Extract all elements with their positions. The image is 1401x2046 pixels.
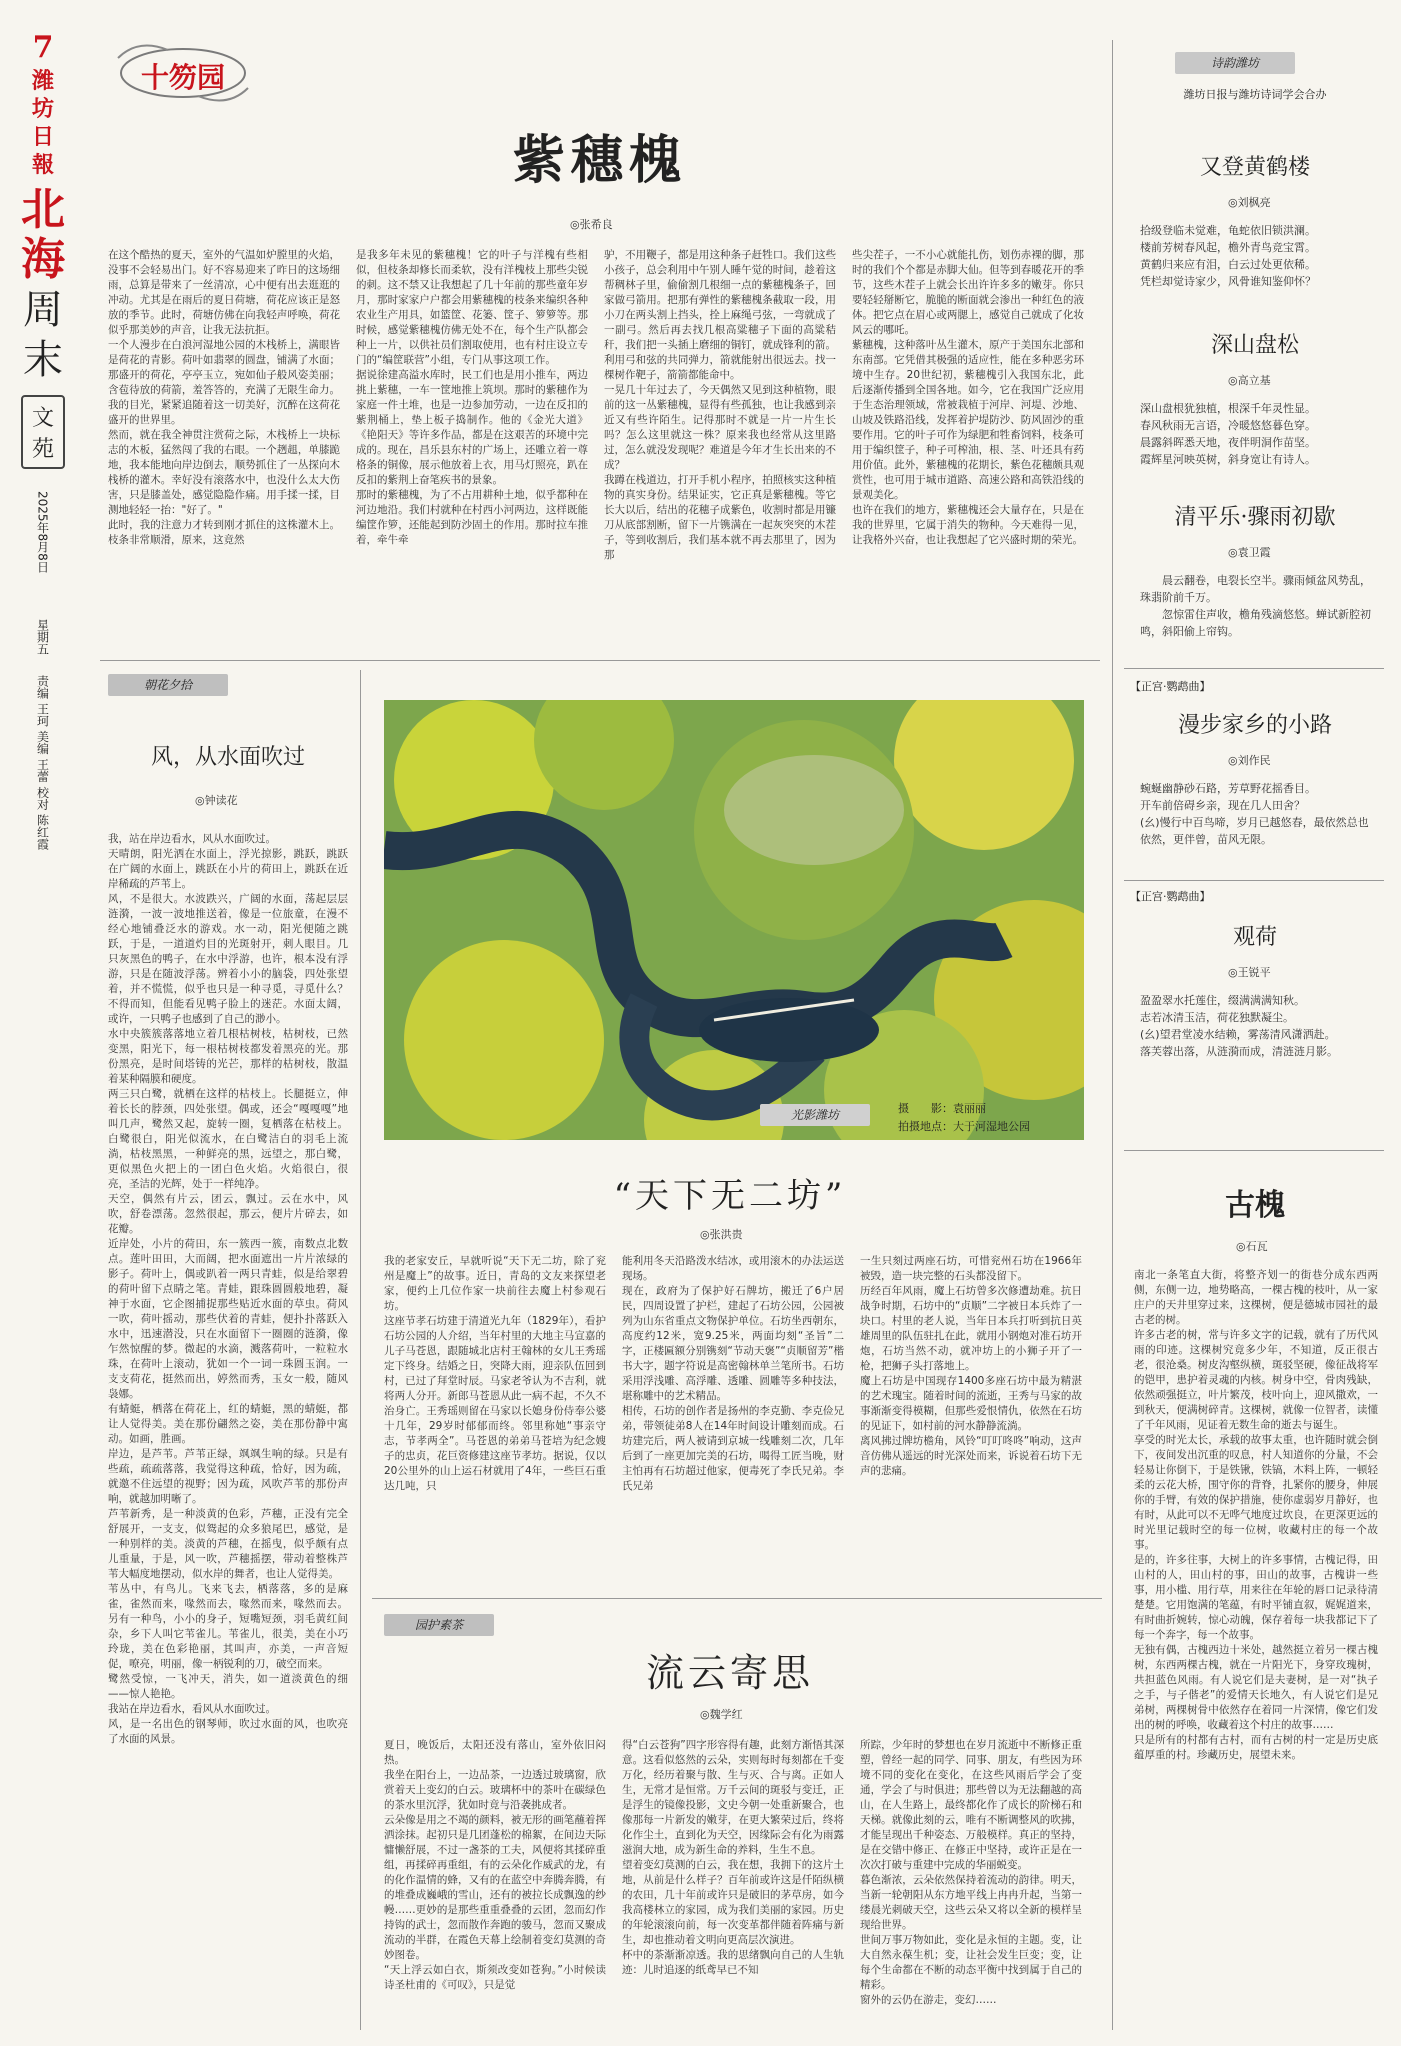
logo-text: 十笏园 [140,61,225,94]
article-column: 能利用冬天沿路泼水结冰，或用滚木的办法运送现场。 现在，政府为了保护好石牌坊，搬迁了6户居民，四周设置了护栏，建起了石坊公园，公园被列为山东省重点文物保护单位。石坊坐西朝东，高度约12米，宽9.25米，两面均刻“圣旨”二字，正楼匾额分别镌刻“节动天褒”“贞顺留芳”楷书大字，题字符说是高密翰林单兰笔所书。石坊采用浮浅雕、高浮雕、透雕、圆雕等多种技法，堪称雕中的艺术精品。 相传，石坊的创作者是扬州的李克勤、李克俭兄弟，带领徒弟8人在14年时间设计雕刻而成。石坊建完后，两人被请到京城一线雕刻二次，几年后到了一座更加完美的石坊，喝得工匠当晚，财主怕再有石坊超过他家，便毒死了李氏兄弟。李氏兄弟 [622,1255,844,1492]
section-divider [1124,880,1384,881]
poem-title: 又登黄鹤楼 [1199,155,1310,180]
article-column: 一生只刻过两座石坊，可惜兖州石坊在1966年被毁，造一块完整的石头都没留下。 历经百年风雨，魔上石坊曾多次修遭劫难。抗日战争时期，石坊中的“贞顺”二字被日本兵炸了一块口。村里的老人说，当年日本兵打听到抗日英雄周里的队伍驻扎在此，就用小钢炮对准石坊开炮，石坊当然不动，就冲坊上的小狮子开了一枪，把狮子头打落地上。 魔上石坊是中国现存1400多座石坊中最为精湛的艺术瑰宝。随着时间的流逝，王秀与马家的故事渐渐变得模糊，但那些爱恨情仇，依然在石坊的见证下，如村前的河水静静流淌。 离风拂过牌坊檐角，风铃“叮叮咚咚”响动，这声音仿佛从遥远的时光深处而来，诉说着石坊下无声的悲痛。 [860,1255,1082,1477]
editor-credits: 责编 王珂 美编 王蕾 校对 陈红霞 [35,675,50,851]
column-subtitle: 潍坊日报与潍坊诗词学会合办 [1183,88,1327,101]
article-column: 得“白云苍狗”四字形容得有趣，此刻方渐悟其深意。这看似悠然的云朵，实则每时每刻都在千变万化，经历着聚与散、生与灭、合与离。正如人生，无常才是恒常。万千云间的斑驳与变迁，正是浮生的镜像投影，文史今朝一处重新聚合，也像那每一片新发的嫩芽，在更大繁荣过后，终将化作尘土，直到化为天空，因缘际会有化为雨露滋润大地，成为新生命的养料，生生不息。 望着变幻莫测的白云，我在想，我拥下的这片土地，从前是什么样子？百年前或许这是仟陌纵横的农田，几十年前或许只是破旧的茅草房，如今我高楼林立的家园，成为我们美丽的家园。历史的年轮滚滚向前，每一次变革都伴随着阵痛与新生，却也推动着文明向更高层次演进。 杯中的茶渐渐凉透。我的思绪飘向自己的人生轨迹：儿时追逐的纸鸢早已不知 [622,1739,844,1976]
article-column: 在这个酷热的夏天，室外的气温如炉膛里的火焰，没事不会轻易出门。好不容易迎来了昨日的这场细雨，总算是带来了一丝清凉，心中便有出去逛逛的冲动。尤其是在雨后的夏日荷塘，荷花应该正是怒放的季节。此时，荷塘仿佛在向我轻声呼唤，荷花似乎那美妙的声音，让我无法抗拒。 一个人漫步在白浪河湿地公园的木栈桥上，满眼皆是荷花的青影。荷叶如翡翠的圆盘，铺满了水面；那盛开的荷花，亭亭玉立，宛如仙子般风姿美丽；含苞待放的荷箭，羞答答的，充满了无限生命力。我的目光，紧紧追随着这一切美好，沉醉在这荷花盛开的世界里。 然而，就在我全神贯注赏荷之际，木栈桥上一块标志的木板，猛然闯了我的右眼。一个趔趄，单膝跪地，我本能地向岸边倒去，顺势抓住了一丛探向木栈桥的灌木。幸好没有滚落水中，也没什么太大伤害，只是膝盖处，感觉隐隐作痛。用手揉一揉，目测地轻轻一抬："好了。" 此时，我的注意力才转到刚才抓住的这株灌木上。枝条非常顺滑，原来，这竟然 [108,249,340,546]
article-byline: ◎张洪贵 [700,1228,743,1241]
article-title: 流云寄思 [645,1651,814,1695]
article-title: 紫穗槐 [512,130,687,191]
article-title: 古槐 [1225,1188,1285,1223]
poem-author: ◎袁卫霞 [1228,546,1271,559]
article-column: 所踪，少年时的梦想也在岁月流逝中不断修正重塑，曾经一起的同学、同事、朋友，有些因为环境不同的变化在变化，在这些风雨后学会了变通，学会了与时俱进；那些曾以为无法翻越的高山，在人生路上，最终都化作了成长的阶梯石和天梯。就像此刻的云，唯有不断调整风的吹拂，才能呈现出千种姿态、万般模样。真正的坚持，是在交错中修正、在修正中坚持，或许正是在一次次打破与重建中完成的华丽蜕变。 暮色渐浓，云朵依然保持着流动的韵律。明天，当新一轮朝阳从东方地平线上冉冉升起，当第一缕晨光刺破天空，这些云朵又将以全新的模样呈现给世界。 世间万事万物如此，变化是永恒的主题。变，让大自然永葆生机；变，让社会发生巨变；变，让每个生命都在不断的动态平衡中找到属于自己的精彩。 窗外的云仍在游走，变幻…… [860,1739,1082,2006]
poem-title: 观荷 [1232,925,1277,950]
column-divider [360,670,361,2030]
page-number: 7 [32,30,54,65]
poem-body: 蜿蜒幽静砂石路，芳草野花摇香目。 开车前倍碍乡亲，现在几人田舍？ (幺)慢行中百鸟啼，岁月已越悠春，最依然总也依然，更伴曾，苗风无限。 [1140,782,1369,846]
section-divider [1124,668,1384,669]
poem-author: ◎高立基 [1228,374,1271,387]
column-divider [1112,40,1113,2030]
column-banner: 诗韵潍坊 [1175,52,1295,74]
article-byline: ◎石瓦 [1236,1240,1268,1253]
section-box: 文 苑 [21,395,65,469]
poem-tag: 【正宫·鹦鹉曲】 [1130,890,1211,903]
poem-body: 拾级登临未觉难，龟蛇依旧锁洪澜。 楼前芳树春风起，檐外青鸟竞宝霄。 黄鹤归来应有泪，白云过处更依稀。 凭栏却觉诗家少，风骨谁知鉴仰怀？ [1140,224,1316,288]
column-name: 北 海 周 末 [21,184,65,383]
section-divider [1124,1150,1384,1151]
issue-weekday: 星期五 [35,619,50,655]
poem-body: 深山盘根犹独植，根深千年灵性显。 春风秋雨无言语，冷暖悠悠暮色穿。 晨露斜晖悉天地，夜伴明洞作苗坚。 霞辉星河映英树，斜身宽让有诗人。 [1140,402,1316,466]
poem-title: 漫步家乡的小路 [1177,713,1332,738]
poem-tag: 【正宫·鹦鹉曲】 [1130,680,1211,693]
article-column: 我的老家安丘，早就听说“天下无二坊，除了兖州是魔上”的故事。近日，青岛的文友来探望老家，便约上几位作家一块前往去魔上村参观石坊。 这座节孝石坊建于清道光九年（1829年），看护石坊公园的人介绍，当年村里的大地主马宣嘉的儿子马苍恩，跟随城北店村王翰林的女儿王秀瑶定下终身。结婚之日，突降大雨，迎亲队伍回到村，已过了拜堂时辰。马家老爷认为不吉利，就将两人分开。新郎马苍恩从此一病不起，不久不治身亡。王秀瑶则留在马家以长媳身份侍奉公婆十几年，29岁时郁郁而终。邻里称她“事亲守志，节孝两全”。马苍恩的弟弟马苍培为纪念嫂子的忠贞，花巨资修建这座节孝坊。据说，仅以20公里外的山上运石材就用了4年，一些巨石重达几吨，只 [384,1255,606,1492]
photo-credit: 摄 影：袁丽丽 [898,1102,986,1115]
poem-author: ◎刘枫亮 [1228,196,1271,209]
article-title: “天下无二坊” [613,1176,847,1216]
wetland-photo [384,700,1084,1140]
section-divider [100,660,1100,661]
article-byline: ◎钟读花 [195,794,238,807]
issue-date: 2025年8月8日 [35,491,50,573]
article-column: 驴，不用鞭子，都是用这种条子赶牲口。我们这些小孩子，总会利用中午别人睡午觉的时间，趁着这帮稠林子里，偷偷割几根细一点的紫穗槐条子，回家做弓箭用。把那有弹性的紫穗槐条截取一段，用小刀在两头割上挡头，拴上麻绳弓弦，一弯就成了一副弓。然后再去找几根高粱穗子下面的高粱秸秆，我们把一头插上磨细的铜钉，就成锋利的箭。利用弓和弦的共同弹力，箭就能射出很远去。找一棵树作靶子，箭箭都能命中。 一晃几十年过去了，今天偶然又见到这种植物，眼前的这一丛紫穗槐，显得有些孤独，也让我感到亲近又有些许陌生。记得那时不就是一片一片生长吗？怎么这里就这一株？原来我也经常从这里路过，怎么就没发现呢？难道是今年才生长出来的不成？ 我蹲在栈道边，打开手机小程序，拍照核实这种植物的真实身份。结果证实，它正真是紫穗槐。等它长大以后，结出的花穗子成紫色，收割时都是用镰刀从底部割断，留下一片镌满在一起灰突突的木茬子，等到收割后，我们基本就不再去那里了，因为那 [604,249,836,561]
article-column: 是我多年未见的紫穗槐！它的叶子与洋槐有些相似，但枝条却修长而柔软，没有洋槐枝上那些尖锐的刺。这不禁又让我想起了几十年前的那些童年岁月，那时家家户户都会用紫穗槐的枝条来编织各种农业生产用具，如篮筐、花篓、筐子、箩箩等。那时候，感觉紫穗槐仿佛无处不在，每个生产队都会种上一片，以供社员们割取使用，也有村庄设立专门的“编筐联营”小组，专门从事这项工作。 据说徐建高溢水库时，民工们也是用小推车，两边挑上紫穗，一车一筐地推上筑坝。那时的紫穗作为家庭一件土堆，也是一边参加劳动，一边在反扣的紫荆桶上，垫上板子捣制作。他的《金光大道》《艳阳天》等许多作品，都是在这艰苦的环境中完成的。现在，昌乐县东村的广场上，还雕立着一尊格条的铜像，展示他放着上衣，用马灯照亮，趴在反扣的紫荆上奋笔疾书的景象。 那时的紫穗槐，为了不占用耕种土地，似乎都种在河边地沿。我们村就种在村西小河两边，这样既能编筐作箩，还能起到防沙固土的作用。那时拉车推着，牵牛牵 [356,249,588,546]
poem-body: 晨云翻卷，电裂长空半。骤雨倾盆风势乱，珠翡阶前千万。 忽惊雷住声收，檐角残滴悠悠。蝉试新腔初鸣，斜阳偷上帘钩。 [1140,574,1371,638]
section-logo [108,38,258,108]
poem-body: 盈盈翠水托莲住，缀满满满知秋。 志若冰清玉洁，荷花独默凝尘。 (幺)望君堂凌水结赖，雾荡清风潇洒赴。 落芙蓉出落，从涟漪而成，清涟涟月影。 [1140,994,1338,1058]
article-byline: ◎魏学红 [700,1708,743,1721]
section-divider [372,1598,1102,1599]
poem-author: ◎刘作民 [1228,754,1271,767]
section-banner: 园护素茶 [384,1614,494,1636]
article-byline: ◎张希良 [570,218,613,231]
paper-name: 潍 坊 日 報 [31,68,54,178]
page-sidebar [18,30,68,1200]
article-body: 我，站在岸边看水，风从水面吹过。 天晴朗，阳光洒在水面上，浮光掠影，跳跃，跳跃在广阔的水面上，跳跃在小片的荷田上，跳跃在近岸稀疏的芦苇上。 风，不是很大。水波跌兴，广阔的水面，荡起层层涟漪，一波一波地推送着，像是一位旅童，在漫不经心地铺叠泛水的游戏。水一动，阳光便随之跳跃，于是，一道道灼目的光斑射开，刺人眼目。几只灰黑色的鸭子，在水中浮游，也许，根本没有浮游，只是在随波浮荡。辨着小小的脑袋，四处张望着，并不慌慌，似乎也只是一种寻觅，寻觅什么？不得而知，但能看见鸭子脸上的迷茫。水面太阔，或许，一只鸭子也感到了自己的渺小。 水中央簇簇落落地立着几根枯树枝，枯树枝，已然变黑，阳光下，每一根枯树枝都发着黑亮的光。那份黑亮，是时间塔铸的光芒，那样的枯树枝，散温着某种隔膜和硬度。 两三只白鹭，就栖在这样的枯枝上。长腿挺立，伸着长长的脖颈，四处张望。偶或，还会“嘎嘎嘎”地叫几声，鹭然又起，旋转一圈，复栖落在枯枝上。白鹭很白，阳光似流水，在白鹭洁白的羽毛上流淌，枯枝黑黑，一种鲜亮的黑，远望之，那白鹭，更似黑色火把上的一团白色火焰。火焰很白，很亮，圣洁的光辉，处于一样纯净。 天空，偶然有片云，团云，飘过。云在水中，风吹，舒卷漂荡。忽然很起，那云，便片片碎去，如花瓣。 近岸处，小片的荷田，东一簇西一簇，南数点北数点。莲叶田田，大而阔，把水面遮出一片片浓绿的影子。荷叶上，偶或趴着一两只青蛙，似是给翠碧的荷叶留下点睛之笔。青蛙，跟珠圆圆般地碧，凝神于水面，它企图捕捉那些贴近水面的草虫。荷风一吹，荷叶摇动，那些伏着的青蛙，便扑扑落跃入水中，迅速潜没，只在水面留下一圈圈的涟漪，像乍然惊醒的梦。微起的水滴，溅落荷叶，一粒粒水珠，在荷叶上滚动，犹如一个一词一珠圆玉润。一支支荷花，挺然而出，婷然而秀，玉女一般，随风袅娜。 有蜻蜓，栖落在荷花上，红的蜻蜓，黑的蜻蜓，都让人觉得美。美在那份翩然之姿，美在那份静中寓动。如画，胜画。 岸边，是芦苇。芦苇正绿，飒飒生响的绿。只是有些疏，疏疏落落，我觉得这种疏，恰好，因为疏，就邀不住远望的视野；因为疏，风吹芦苇的那份声响，就越加明晰了。 芦苇新秀，是一种淡黄的色彩，芦穗，正没有完全舒展开，一支支，似鸳起的众多狼尾巴，感觉，是一种别样的美。淡黄的芦穗，在摇曳，似乎颇有点儿重量，于是，风一吹，芦穗摇摆，带动着整株芦苇大幅度地摆动，似水岸的舞者，也让人觉得美。 苇丛中，有鸟儿。飞来飞去，栖落落，多的是麻雀，雀然而来，喙然而去，喙然而来，喙然而去。另有一种鸟，小小的身子，短嘴短颈，羽毛黄红间杂，乡下人叫它苇雀儿。苇雀儿，很美，美在小巧玲珑，美在色彩艳丽，其叫声，亦美，一声音短促，嘹亮，明丽，像一柄锐利的刀，破空而来。 鹭然受惊，一飞冲天，消失，如一道淡黄色的细——惊人艳艳。 我站在岸边看水，看风从水面吹过。 风，是一名出色的钢琴师，吹过水面的风，也吹亮了水面的风景。 [108,833,348,1745]
poem-title: 清平乐·骤雨初歇 [1174,505,1336,530]
poem-author: ◎王锐平 [1228,966,1271,979]
article-column: 夏日，晚饭后，太阳还没有落山，室外依旧闷热。 我坐在阳台上，一边品茶，一边透过玻璃窗，欣赏着天上变幻的白云。玻璃杯中的茶叶在碳绿色的茶水里沉浮，犹如时竟与沿袭挑成者。 云朵像是用之不竭的颜料，被无形的画笔蘸着挥洒涂抹。起初只是几团蓬松的棉絮，在间边天际慵懒舒展，不过一盏茶的工夫，风便将其揉碎重组，再揉碎再重组，有的云朵化作威武的龙，有的化作温情的蜂，又有的在蓝空中奔腾奔腾，有的堆叠成巍峨的雪山，还有的被拉长成飘逸的纱幔……更妙的是那些重重叠叠的云团，忽而幻作持钩的武士，忽而散作奔跑的骏马，忽而又聚成流动的半群，在霞色天幕上绘制着变幻莫测的奇妙图卷。 “天上浮云如白衣，斯须改变如苍狗。”小时候读诗圣杜甫的《可叹》，只是觉 [384,1739,606,1991]
article-title: 风，从水面吹过 [150,745,305,770]
article-column: 些尖茬子，一不小心就能扎伤，划伤赤裸的脚，那时的我们个个都是赤脚大仙。但等到春暖花开的季节，这些木茬子上就会长出许许多多的嫩芽。你只要轻轻掰断它，脆脆的断面就会渗出一种红色的液体。把它点在眉心或两腮上，感觉自己就成了化妆风云的哪吒。 紫穗槐，这种落叶丛生灌木，原产于美国东北部和东南部。它凭借其极强的适应性，能在多种恶劣环境中生存。20世纪初，紫穗槐引入我国东北，此后逐渐传播到全国各地。如今，它在我国广泛应用于生态治理领域，常被栽植于河岸、河堤、沙地、山坡及铁路沿线，发挥着护堤防沙、防风固沙的重要作用。它的叶子可作为绿肥和牲畜饲料，枝条可用于编织筐子，种子可榨油，根、茎、叶还具有药用价值。此外，紫穗槐的花期长，紫色花穗颇具观赏性，也可用于城市道路、高速公路和高铁沿线的景观美化。 也许在我们的地方，紫穗槐还会大量存在，只是在我的世界里，它属于消失的物种。今天难得一见，让我格外兴奋，也让我想起了它兴盛时期的荣光。 [852,249,1084,546]
aerial-wetland-image [384,700,1084,1140]
poem-title: 深山盘松 [1210,333,1299,358]
article-body: 南北一条笔直大街，将整齐划一的街巷分成东西两侧，东侧一边，地势略高，一棵古槐的枝叶，从一家庄户的天井里穿过来，这棵树，便是德城市园社的最古老的树。 许多古老的树，常与许多文字的记载，就有了历代风雨的印迹。这棵树究竟多少年，不知道，反正很古老，很沧桑。树皮沟壑纵横，斑驳坚硬，像征战将军的铠甲，患护着灵魂的内核。树身中空，骨肉残缺，依然顽强挺立，叶片繁茂，枝叶向上，迎风撒欢，一到秋天，便满树碎青。这棵树，就像一位智者，读懂了千年风雨，见证着无数生命的逝去与诞生。 享受的时光太长，承载的故事太重，也许随时就会倒下，夜间发出沉重的叹息，村人知道你的分量，不会轻易让你倒下，于是铁锹，铁镐，木料上阵，一顿轻柔的云花大桥，围守你的背脊，扎紧你的腰身，伸展你的手臂，有效的保护措施，使你虚弱岁月静好，也有时，从此可以不无哗气地度过坎良，在更深更远的时光里记载时空的每一位树，收藏村庄的每一个故事。 是的，许多往事，大树上的许多事情，古槐记得，田山村的人，田山村的事，田山的故事，古槐讲一些事，用小槛、用行草，用来往在年轮的唇口记录待清楚楚。它用饱满的笔蕴，有时平铺直叙，娓娓道来，有时曲折婉转，惊心动魄，保存着每一块我都记下了每一个奔字，每一个故事。 无独有偶，古槐西边十米处，越然挺立着另一棵古槐树，东西两棵古槐，就在一片阳光下，身穿玫瑰树，共担蓝色风雨。有人说它们是夫妻树，是一对“执子之手，与子偕老”的爱情天长地久，有人说它们是兄弟树，两棵树骨中依然存在着同一片深情，像它们发出的树的呼唤，收藏着这个村庄的故事…… 只是所有的村都有古村，而有古树的村一定是历史底蕴厚重的村。珍藏历史，展望未来。 [1134,1269,1378,1761]
photo-banner: 光影潍坊 [760,1104,870,1126]
section-banner: 朝花夕拾 [108,674,228,696]
photo-location: 拍摄地点：大于河湿地公园 [898,1120,1030,1133]
